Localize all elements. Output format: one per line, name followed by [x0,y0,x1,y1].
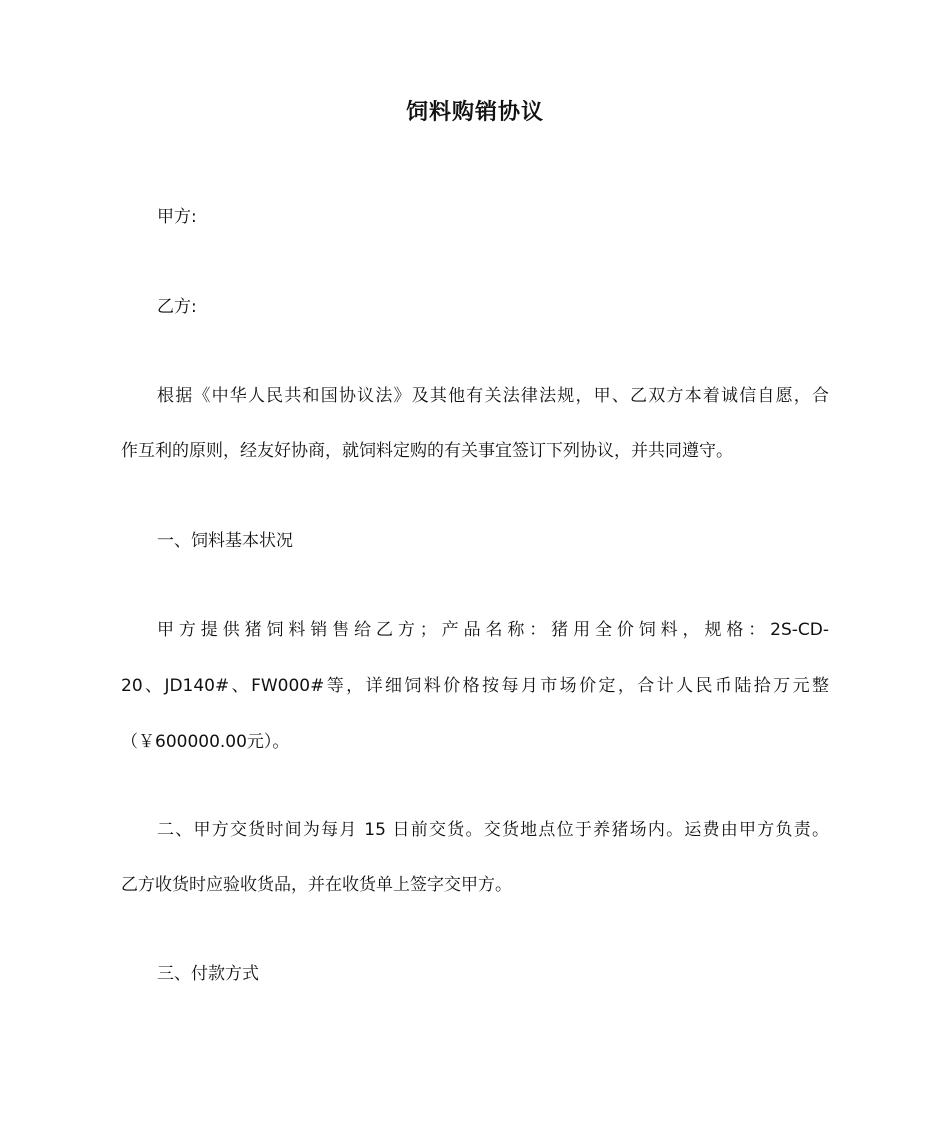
section-1-heading: 一、饲料基本状况 [157,531,293,551]
preamble-line-1: 根据《中华人民共和国协议法》及其他有关法律法规，甲、乙双方本着诚信自愿，合 [157,386,829,406]
section-2-line-1: 二、甲方交货时间为每月 15 日前交货。交货地点位于养猪场内。运费由甲方负责。 [157,820,829,840]
section-1-line-1: 甲方提供猪饲料销售给乙方；产品名称：猪用全价饲料，规格：2S-CD- [157,620,829,640]
section-2-line-2: 乙方收货时应验收货品，并在收货单上签字交甲方。 [121,875,512,895]
section-1-line-2: 20、JD140#、FW000#等，详细饲料价格按每月市场价定，合计人民币陆拾万元整 [121,676,829,696]
party-a-label: 甲方: [157,207,197,227]
party-b-label: 乙方: [157,297,197,317]
preamble-line-2: 作互利的原则，经友好协商，就饲料定购的有关事宜签订下列协议，并共同遵守。 [121,441,733,461]
section-1-line-3: （￥600000.00元）。 [121,732,290,752]
document-title: 饲料购销协议 [405,100,544,125]
section-3-heading: 三、付款方式 [157,964,259,984]
